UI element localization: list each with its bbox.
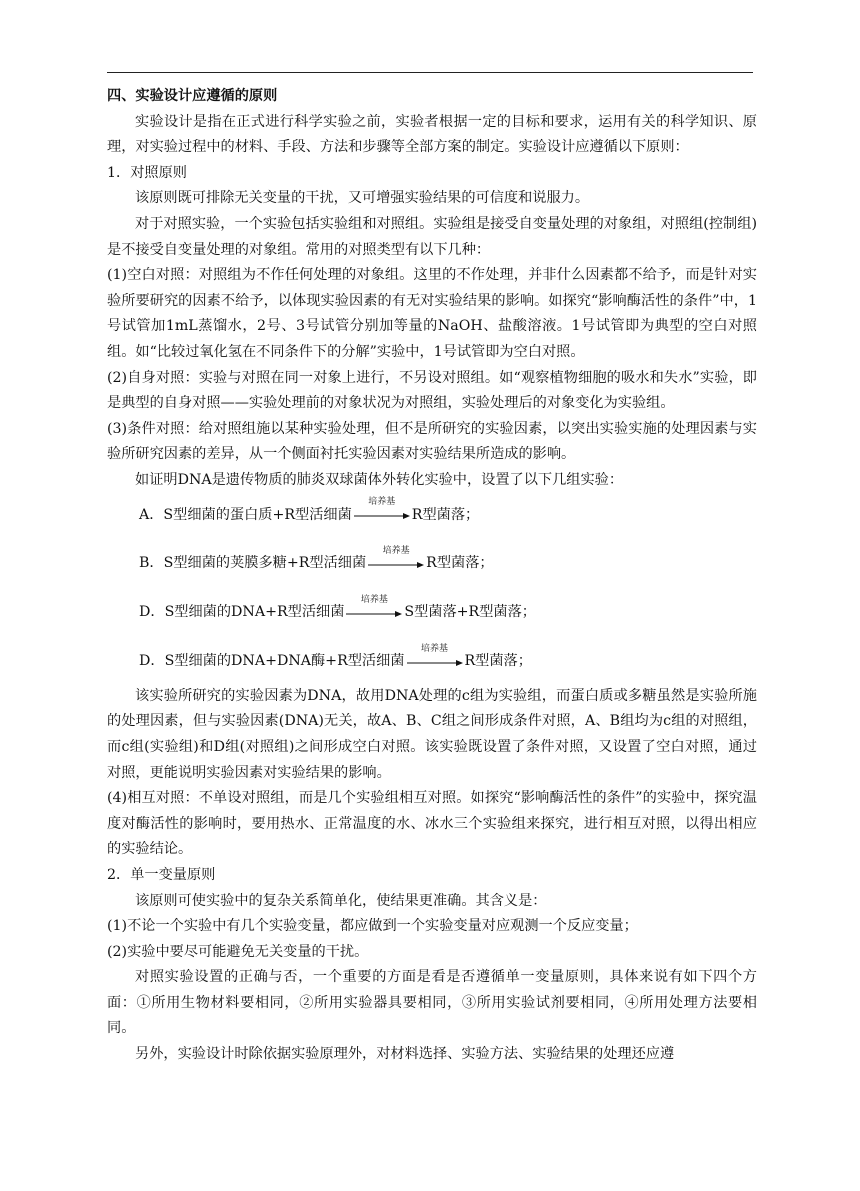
experiment-result: S型菌落+R型菌落；: [404, 604, 536, 621]
dna-example-analysis: 该实验所研究的实验因素为DNA，故用DNA处理的c组为实验组，而蛋白质或多糖虽然是实验所施的处理因素，但与实验因素(DNA)无关，故A、B、C组之间形成条件对照，A、B组均为c组的对照组，而c组(实验组)和D组(对照组)之间形成空白对照。该实验既设置了条件对照，又设置了空白对照，通过对照，更能说明实验因素对实验结果的影响。: [107, 687, 757, 781]
intro-paragraph: 实验设计是指在正式进行科学实验之前，实验者根据一定的目标和要求，运用有关的科学知识、原理，对实验过程中的材料、手段、方法和步骤等全部方案的制定。实验设计应遵循以下原则：: [107, 113, 757, 156]
blank-control-paragraph: (1)空白对照：对照组为不作任何处理的对象组。这里的不作处理，并非什么因素都不给予，而是针对实验所要研究的因素不给予，以体现实验因素的有无对实验结果的影响。如探究“影响酶活性的条件”中，1号试管加1mL蒸馏水，2号、3号试管分别加等量的NaOH、盐酸溶液。1号试管即为典型的空白对照组。如“比较过氧化氢在不同条件下的分解”实验中，1号试管即为空白对照。: [107, 267, 757, 360]
experiment-item-c: [107, 595, 757, 626]
reaction-arrow-icon: [346, 595, 402, 620]
principle-1-description: 对于对照实验，一个实验包括实验组和对照组。实验组是接受自变量处理的对象组，对照组(控制组)是不接受自变量处理的对象组。常用的对照类型有以下几种：: [107, 215, 757, 258]
section-title: 四、实验设计应遵循的原则: [107, 88, 278, 104]
arrow-label: 培养基: [368, 497, 396, 508]
experiment-input: D．S型细菌的DNA+DNA酶+R型活细菌: [139, 653, 405, 670]
principle-2-summary: 该原则可使实验中的复杂关系简单化，使结果更准确。其含义是：: [135, 892, 547, 909]
experiment-input: D．S型细菌的DNA+R型活细菌: [139, 604, 345, 621]
reaction-arrow-icon: [354, 497, 410, 522]
header-rule: [107, 72, 753, 73]
principle-2-title: 2．单一变量原则: [107, 866, 216, 883]
reaction-arrow-icon: [407, 643, 463, 669]
experiment-list: [107, 497, 757, 675]
experiment-item-b: [107, 546, 757, 577]
experiment-result: R型菌落；: [411, 506, 480, 523]
reaction-arrow-icon: [368, 546, 424, 571]
principle-2-point-1: (1)不论一个实验中有几个实验变量，都应做到一个实验变量对应观测一个反应变量；: [107, 918, 638, 935]
arrow-label: 培养基: [382, 546, 410, 557]
closing-paragraph: 另外，实验设计时除依据实验原理外，对材料选择、实验方法、实验结果的处理还应遵: [135, 1046, 675, 1063]
principle-2-point-2: (2)实验中要尽可能避免无关变量的干扰。: [107, 943, 369, 960]
experiment-input: A．S型细菌的蛋白质+R型活细菌: [139, 506, 352, 523]
condition-control-paragraph: (3)条件对照：给对照组施以某种实验处理，但不是所研究的实验因素，以突出实验实施的处理因素与实验所研究因素的差异，从一个侧面衬托实验因素对实验结果所造成的影响。: [107, 420, 757, 463]
mutual-control-paragraph: (4)相互对照：不单设对照组，而是几个实验组相互对照。如探究“影响酶活性的条件”的实验中，探究温度对酶活性的影响时，要用热水、正常温度的水、冰水三个实验组来探究，进行相互对照，以得出相应的实验结论。: [107, 790, 757, 858]
experiment-input: B．S型细菌的荚膜多糖+R型活细菌: [139, 555, 367, 572]
principle-2-description: 对照实验设置的正确与否，一个重要的方面是看是否遵循单一变量原则，具体来说有如下四个方面：①所用生物材料要相同，②所用实验器具要相同，③所用实验试剂要相同，④所用处理方法要相同。: [107, 969, 757, 1037]
arrow-label: 培养基: [360, 595, 388, 606]
experiment-result: R型菌落；: [464, 653, 532, 670]
experiment-item-d: [107, 643, 757, 675]
arrow-label: 培养基: [420, 643, 448, 654]
self-control-paragraph: (2)自身对照：实验与对照在同一对象上进行，不另设对照组。如“观察植物细胞的吸水和失水”实验，即是典型的自身对照——实验处理前的对象状况为对照组，实验处理后的对象变化为实验组。: [107, 369, 757, 412]
principle-1-title: 1．对照原则: [107, 164, 187, 181]
dna-example-intro: 如证明DNA是遗传物质的肺炎双球菌体外转化实验中，设置了以下几组实验：: [135, 471, 624, 488]
experiment-result: R型菌落；: [426, 555, 494, 572]
document-body: [107, 84, 757, 1068]
principle-1-summary: 该原则既可排除无关变量的干扰，又可增强实验结果的可信度和说服力。: [135, 190, 590, 207]
experiment-item-a: [107, 497, 757, 529]
